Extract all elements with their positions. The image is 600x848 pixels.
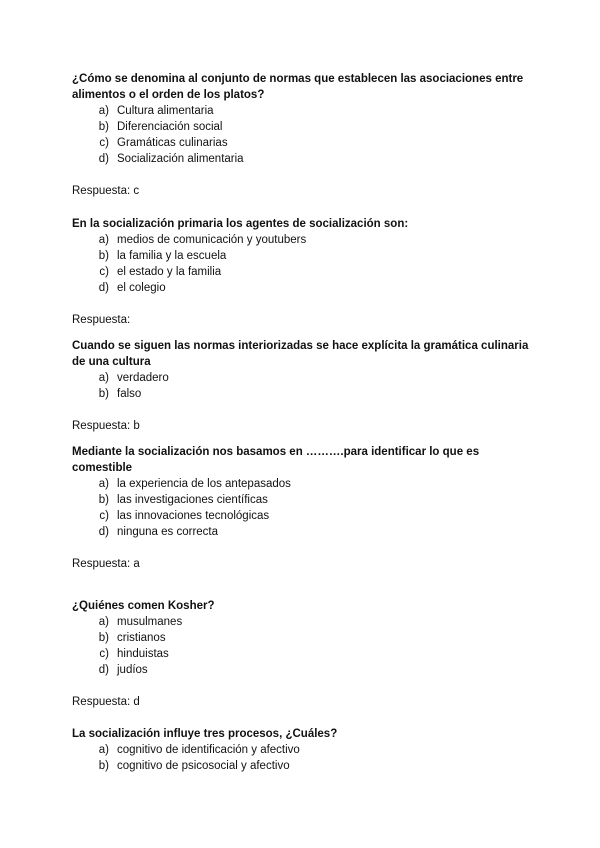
- option-letter: c): [99, 510, 109, 522]
- option-text: cognitivo de identificación y afectivo: [117, 744, 300, 756]
- option-text: Cultura alimentaria: [117, 105, 214, 117]
- question-3: [72, 338, 532, 434]
- question-4: [72, 444, 532, 572]
- option-text: hinduistas: [117, 648, 169, 660]
- option-a: [72, 742, 532, 758]
- option-text: las innovaciones tecnológicas: [117, 510, 270, 522]
- option-b: [72, 248, 532, 264]
- option-letter: b): [98, 388, 109, 400]
- option-b: [72, 630, 532, 646]
- question-text: Mediante la socialización nos basamos en ……….para identificar lo que es comestible: [72, 446, 480, 474]
- option-letter: a): [98, 105, 109, 117]
- option-d: [72, 524, 532, 540]
- option-a: [72, 370, 532, 386]
- option-letter: a): [98, 478, 109, 490]
- option-text: Diferenciación social: [117, 121, 223, 133]
- option-list: [72, 103, 532, 167]
- option-letter: d): [98, 282, 109, 294]
- option-text: falso: [117, 388, 142, 400]
- option-c: [72, 646, 532, 662]
- option-text: verdadero: [117, 372, 169, 384]
- question-5: [72, 598, 532, 710]
- question-text: ¿Cómo se denomina al conjunto de normas que establecen las asociaciones entre alimentos o el orden de los platos?: [72, 73, 524, 101]
- option-letter: a): [98, 372, 109, 384]
- question-text: ¿Quiénes comen Kosher?: [72, 600, 215, 612]
- answer-text: Respuesta: c: [72, 185, 140, 197]
- option-letter: b): [98, 494, 109, 506]
- question-text: En la socialización primaria los agentes de socialización son:: [72, 218, 409, 230]
- option-letter: c): [99, 137, 109, 149]
- option-a: [72, 103, 532, 119]
- option-list: [72, 476, 532, 540]
- option-list: [72, 614, 532, 678]
- option-text: ninguna es correcta: [117, 526, 219, 538]
- option-d: [72, 280, 532, 296]
- option-letter: a): [98, 616, 109, 628]
- option-letter: b): [98, 250, 109, 262]
- answer-text: Respuesta: d: [72, 696, 140, 708]
- option-list: [72, 232, 532, 296]
- option-c: [72, 264, 532, 280]
- answer-text: Respuesta:: [72, 314, 131, 326]
- question-text: La socialización influye tres procesos, ¿Cuáles?: [72, 728, 338, 740]
- option-letter: c): [99, 648, 109, 660]
- option-letter: d): [98, 664, 109, 676]
- option-b: [72, 119, 532, 135]
- option-text: Socialización alimentaria: [117, 153, 244, 165]
- question-2: [72, 216, 532, 328]
- question-1: [72, 71, 532, 199]
- option-letter: a): [98, 234, 109, 246]
- option-letter: d): [98, 526, 109, 538]
- option-text: judíos: [117, 664, 148, 676]
- option-text: medios de comunicación y youtubers: [117, 234, 307, 246]
- option-a: [72, 614, 532, 630]
- option-text: el estado y la familia: [117, 266, 222, 278]
- option-letter: b): [98, 632, 109, 644]
- option-text: la experiencia de los antepasados: [117, 478, 291, 490]
- option-text: el colegio: [117, 282, 166, 294]
- option-letter: c): [99, 266, 109, 278]
- option-c: [72, 508, 532, 524]
- option-text: musulmanes: [117, 616, 183, 628]
- option-a: [72, 476, 532, 492]
- question-text: Cuando se siguen las normas interiorizadas se hace explícita la gramática culinaria de una cultura: [72, 340, 529, 368]
- option-letter: b): [98, 121, 109, 133]
- option-text: la familia y la escuela: [117, 250, 227, 262]
- option-b: [72, 386, 532, 402]
- option-d: [72, 662, 532, 678]
- option-text: las investigaciones científicas: [117, 494, 268, 506]
- option-letter: b): [98, 760, 109, 772]
- answer-text: Respuesta: b: [72, 420, 140, 432]
- option-list: [72, 742, 532, 774]
- option-d: [72, 151, 532, 167]
- option-b: [72, 758, 532, 774]
- option-letter: a): [98, 744, 109, 756]
- option-text: Gramáticas culinarias: [117, 137, 228, 149]
- question-6: [72, 726, 532, 774]
- option-a: [72, 232, 532, 248]
- answer-text: Respuesta: a: [72, 558, 140, 570]
- option-letter: d): [98, 153, 109, 165]
- option-list: [72, 370, 532, 402]
- option-text: cognitivo de psicosocial y afectivo: [117, 760, 290, 772]
- option-c: [72, 135, 532, 151]
- option-b: [72, 492, 532, 508]
- option-text: cristianos: [117, 632, 166, 644]
